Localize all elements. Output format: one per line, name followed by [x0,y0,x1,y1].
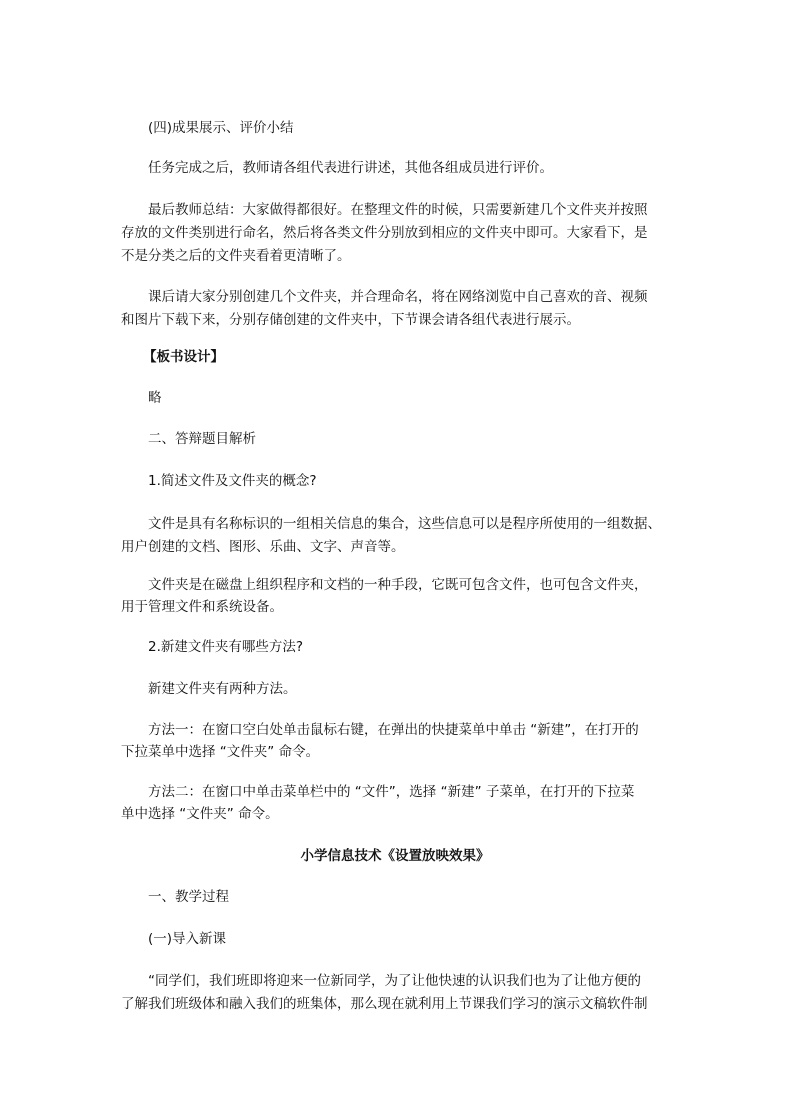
section-heading-results [148,117,294,140]
text-line: 新建文件夹有两种方法。 [148,681,297,697]
text-line: 方法一：在窗口空白处单击鼠标右键，在弹出的快捷菜单中单击 “新建”，在打开的 [148,722,639,738]
paragraph-method-two-cont [121,803,279,826]
text-line: “同学们，我们班即将迎来一位新同学，为了让他快速的认识我们也为了让他方便的 [148,973,641,989]
paragraph-file-definition-cont [121,536,405,559]
paragraph-homework-cont [121,309,580,332]
text-line: 一、教学过程 [148,889,229,905]
text-line: 1.简述文件及文件夹的概念? [148,473,317,489]
text-line: 【板书设计】 [143,349,224,365]
text-line: (四)成果展示、评价小结 [148,120,294,136]
text-line: 方法二：在窗口中单击菜单栏中的 “文件”，选择 “新建” 子菜单，在打开的下拉菜 [148,784,635,800]
paragraph-folder-definition-cont [121,596,283,619]
text-line: 和图片下载下来，分别存储创建的文件夹中，下节课会请各组代表进行展示。 [121,312,580,328]
text-line: 了解我们班级体和融入我们的班集体，那么现在就利用上节课我们学习的演示文稿软件制 [121,996,648,1012]
paragraph-method-one [148,719,639,742]
section-heading-intro [148,928,226,951]
section-heading-board-design [143,346,224,369]
paragraph-two-methods [148,678,297,701]
paragraph-intro-quote [148,970,641,993]
text-line: 文件夹是在磁盘上组织程序和文档的一种手段，它既可包含文件，也可包含文件夹， [148,577,648,593]
text-line: 二、答辩题目解析 [148,431,256,447]
text-line: (一)导入新课 [148,931,227,947]
paragraph-homework [148,286,648,309]
paragraph-file-definition [148,513,661,536]
paragraph-method-one-cont [121,741,319,764]
document-title [0,845,790,868]
text-line: 略 [148,390,162,406]
text-line: 2.新建文件夹有哪些方法? [148,639,304,655]
text-line: 课后请大家分别创建几个文件夹，并合理命名，将在网络浏览中自己喜欢的音、视频 [148,289,648,305]
text-line: 不是分类之后的文件夹看着更清晰了。 [121,248,351,264]
text-line: 用于管理文件和系统设备。 [121,599,283,615]
question-2 [148,636,303,659]
text-line: 单中选择 “文件夹” 命令。 [121,806,279,822]
title-text: 小学信息技术《设置放映效果》 [300,848,490,864]
paragraph-task-complete [148,157,553,180]
text-line: 任务完成之后，教师请各组代表进行讲述，其他各组成员进行评价。 [148,160,553,176]
text-line: 文件是具有名称标识的一组相关信息的集合，这些信息可以是程序所使用的一组数据、 [148,516,661,532]
section-heading-defense [148,428,256,451]
paragraph-teacher-summary-cont [121,222,648,268]
paragraph-folder-definition [148,574,648,597]
paragraph-method-two [148,781,634,804]
text-line: 存放的文件类别进行命名，然后将各类文件分别放到相应的文件夹中即可。大家看下，是 [121,225,648,241]
text-line: 用户创建的文档、图形、乐曲、文字、声音等。 [121,539,405,555]
question-1 [148,470,317,493]
paragraph-intro-quote-cont [121,993,648,1016]
paragraph-teacher-summary [148,199,648,222]
text-line: 下拉菜单中选择 “文件夹” 命令。 [121,744,320,760]
section-heading-teaching-process [148,886,229,909]
text-line: 最后教师总结：大家做得都很好。在整理文件的时候，只需要新建几个文件夹并按照 [148,202,648,218]
paragraph-omitted [148,387,162,410]
